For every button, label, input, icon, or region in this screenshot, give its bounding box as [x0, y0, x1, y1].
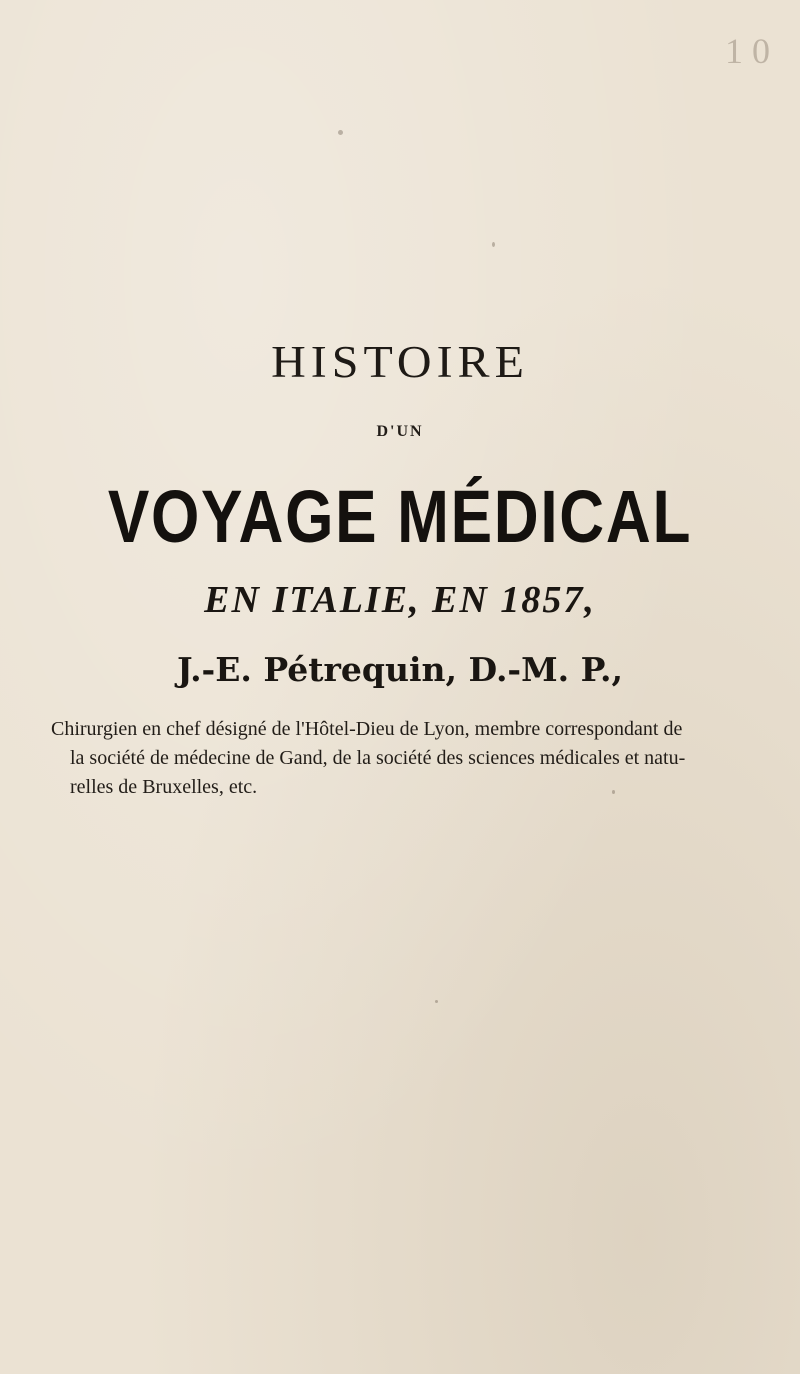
paper-speck: [492, 242, 495, 247]
paper-speck: [338, 130, 343, 135]
author-name: J.-E. Pétrequin, D.-M. P.,: [177, 650, 623, 689]
author-credentials: [51, 715, 691, 802]
title-voyage-medical: VOYAGE MÉDICAL: [107, 475, 693, 558]
credentials-line: relles de Bruxelles, etc.: [70, 776, 258, 798]
title-dun: D'UN: [376, 423, 424, 440]
credentials-line: la société de médecine de Gand, de la société des sciences médicales et natu-: [70, 747, 686, 769]
title-en-italie: EN ITALIE, EN 1857,: [204, 579, 596, 621]
credentials-line: Chirurgien en chef désigné de l'Hôtel-Dieu de Lyon, membre correspondant de: [51, 718, 683, 740]
paper-speck: [612, 790, 615, 794]
paper-speck: [435, 1000, 438, 1003]
title-histoire: HISTOIRE: [271, 337, 529, 388]
page-folio: 1 0: [725, 31, 770, 71]
